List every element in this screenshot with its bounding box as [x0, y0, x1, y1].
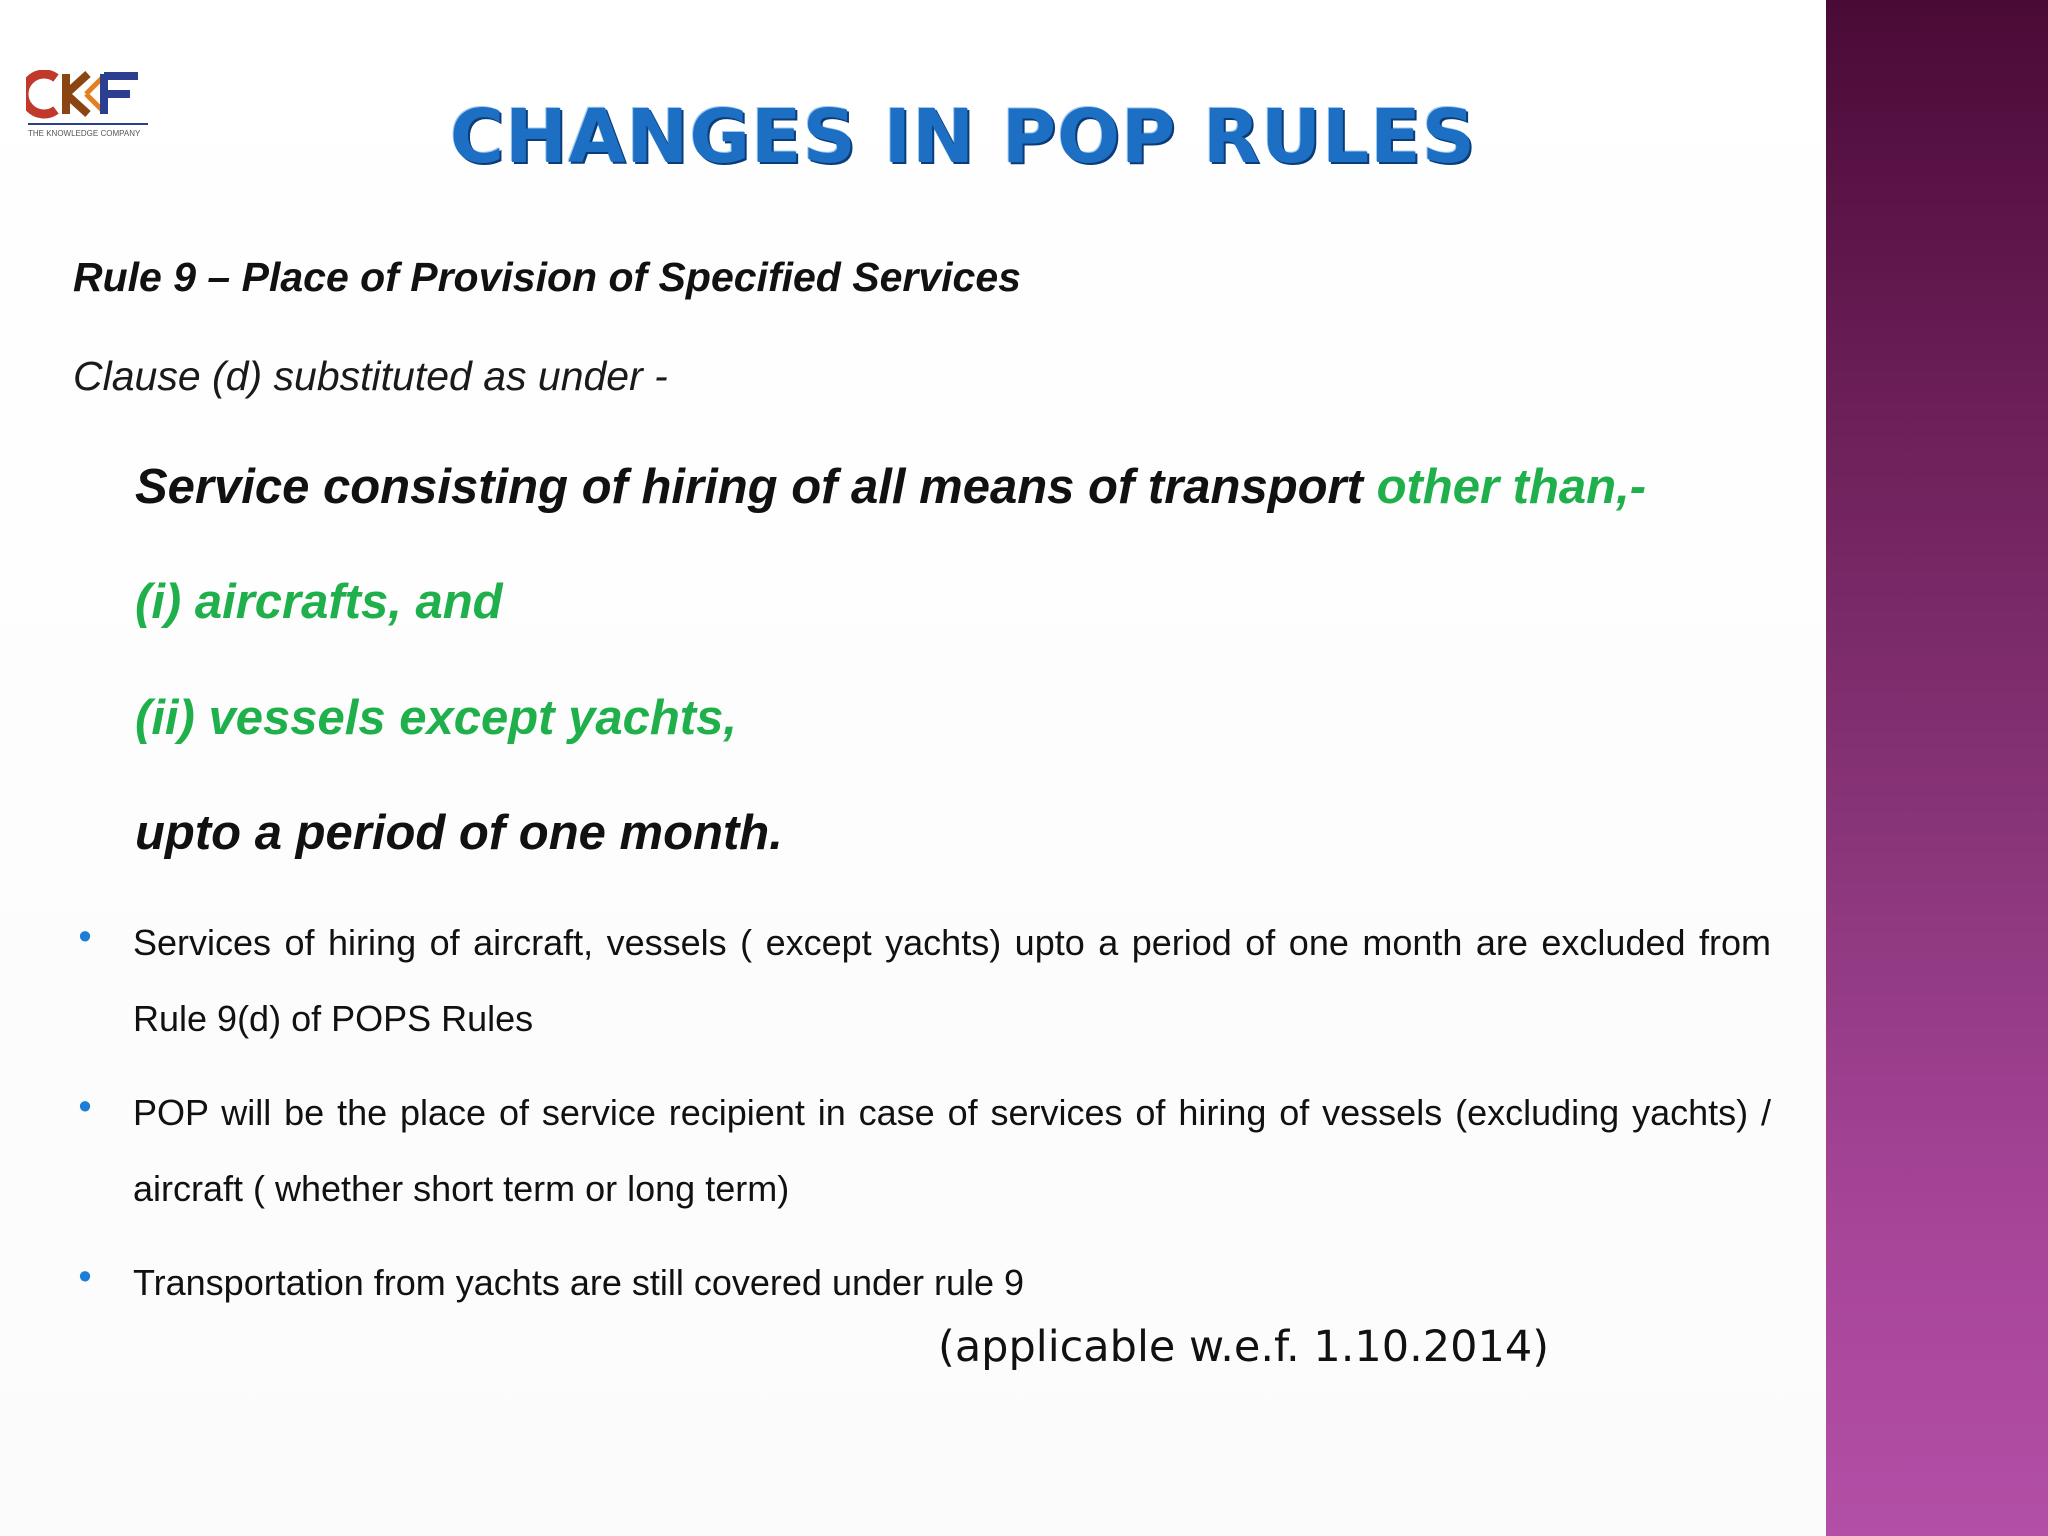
list-item — [73, 905, 1771, 1057]
bullet-text: POP will be the place of service recipient in case of services of hiring of vessels (excluding yachts) / aircraft ( whether short term or long term) — [133, 1092, 1771, 1209]
item-aircraft: (i) aircrafts, and — [135, 575, 503, 629]
service-line-black: Service consisting of hiring of all means of transport — [135, 460, 1377, 514]
rule-heading: Rule 9 – Place of Provision of Specified Services — [73, 254, 1021, 300]
bullet-icon: • — [78, 1256, 92, 1298]
list-item — [73, 1075, 1771, 1227]
bullet-list — [73, 905, 1771, 1339]
list-item — [73, 1245, 1771, 1321]
clause-line: Clause (d) substituted as under - — [73, 353, 668, 399]
upto-line: upto a period of one month. — [135, 806, 783, 860]
item-vessels: (ii) vessels except yachts, — [135, 691, 737, 745]
service-line — [135, 459, 1646, 515]
bullet-icon: • — [78, 1086, 92, 1128]
applicable-date-note: (applicable w.e.f. 1.10.2014) — [938, 1322, 1549, 1372]
decorative-side-bar — [1826, 0, 2048, 1536]
bullet-icon: • — [78, 916, 92, 958]
page-title: CHANGES IN POP RULES — [449, 94, 1477, 180]
bullet-text: Transportation from yachts are still covered under rule 9 — [133, 1262, 1025, 1303]
logo-tagline: THE KNOWLEDGE COMPANY — [28, 129, 141, 138]
service-line-green: other than,- — [1376, 460, 1647, 514]
bullet-text: Services of hiring of aircraft, vessels ( except yachts) upto a period of one month are excluded from Rule 9(d) of POPS Rules — [133, 922, 1771, 1039]
